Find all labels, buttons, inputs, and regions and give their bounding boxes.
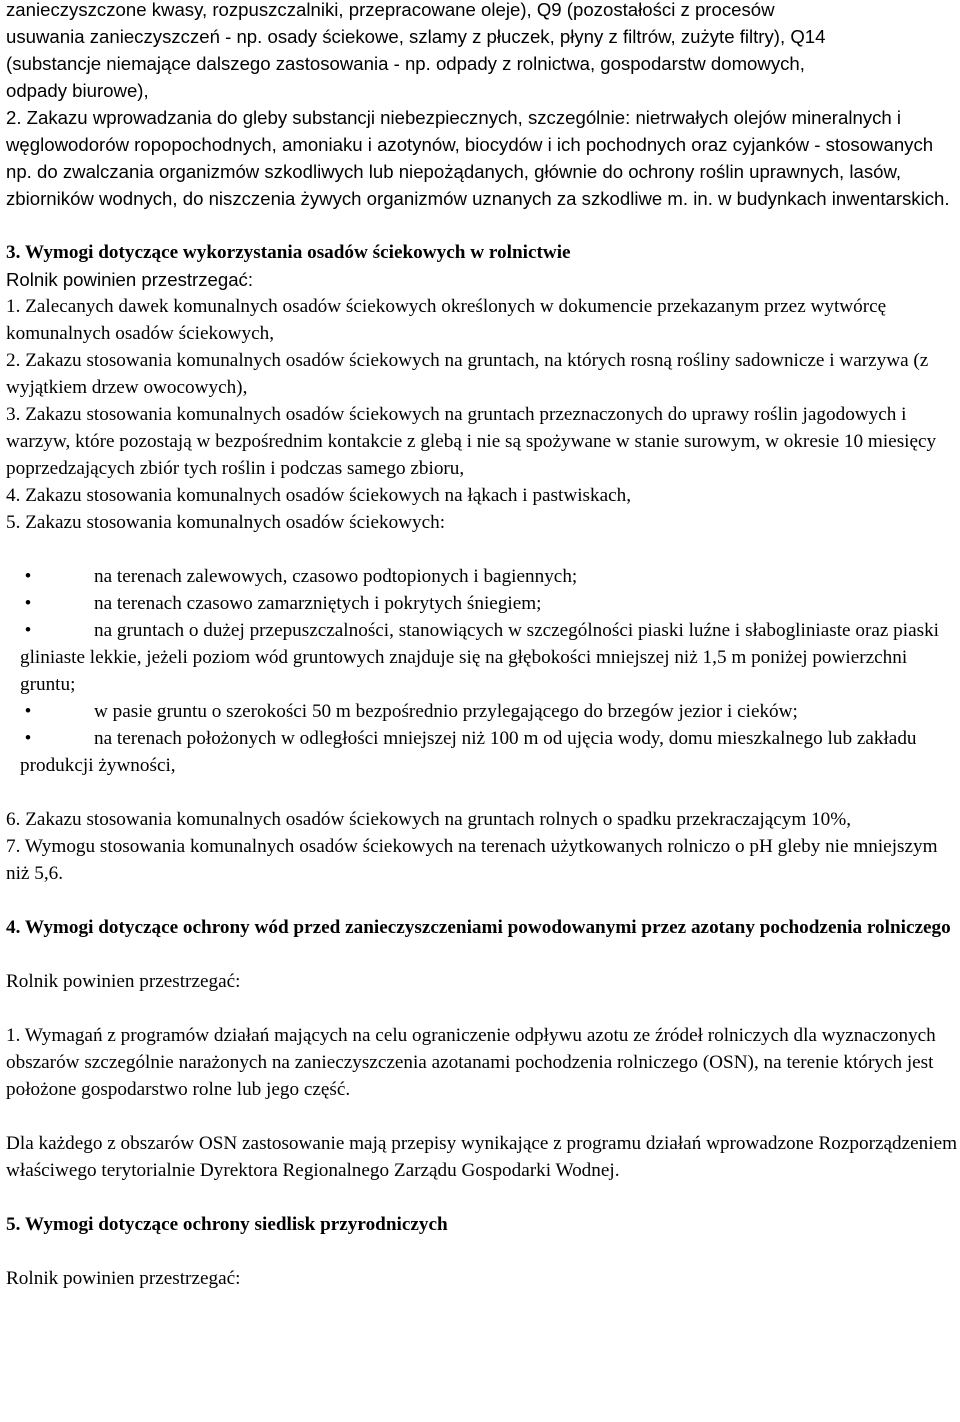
section-5 bbox=[6, 1211, 958, 1292]
list-item: 1. Wymagań z programów działań mających na celu ograniczenie odpływu azotu ze źródeł rolniczych dla wyznaczonych obszarów szczególnie narażonych na zanieczyszczenia azotanami pochodzenia rolniczego (OSN), na terenie których jest położone gospodarstwo rolne lub jego część. bbox=[6, 1025, 936, 1100]
paragraph: Dla każdego z obszarów OSN zastosowanie mają przepisy wynikające z programu działań wprowadzone Rozporządzeniem właściwego terytorialnie Dyrektora Regionalnego Zarządu Gospodarki Wodnej. bbox=[6, 1133, 958, 1181]
bullet-item bbox=[20, 617, 958, 698]
text-line: (substancje niemające dalszego zastosowania - np. odpady z rolnictwa, gospodarstw domowych, bbox=[6, 53, 805, 74]
bullet-dot: • bbox=[24, 566, 32, 587]
list-item: 2. Zakazu stosowania komunalnych osadów ściekowych na gruntach, na których rosną rośliny sadownicze i warzywa (z wyjątkiem drzew owocowych), bbox=[6, 350, 929, 398]
bullet-text: na terenach położonych w odległości mniejszej niż 100 m od ujęcia wody, domu mieszkalnego lub zakładu produkcji żywności, bbox=[20, 728, 917, 776]
bullet-dot: • bbox=[24, 620, 32, 641]
continuation-block bbox=[6, 0, 958, 212]
bullet-text: na gruntach o dużej przepuszczalności, stanowiących w szczególności piaski luźne i słabogliniaste oraz piaski gliniaste lekkie, jeżeli poziom wód gruntowych znajduje się na głębokości mniejszej niż 1,5 m poniżej powierzchni gruntu; bbox=[20, 620, 940, 695]
section-intro: Rolnik powinien przestrzegać: bbox=[6, 1268, 241, 1289]
bullet-dot: • bbox=[24, 593, 32, 614]
section-4 bbox=[6, 914, 958, 1184]
text-line: zanieczyszczone kwasy, rozpuszczalniki, przepracowane oleje), Q9 (pozostałości z procesów bbox=[6, 0, 775, 20]
bullet-item bbox=[20, 563, 958, 590]
text-line: usuwania zanieczyszczeń - np. osady ściekowe, szlamy z płuczek, płyny z filtrów, zużyte filtry), Q14 bbox=[6, 26, 826, 47]
bullet-item bbox=[20, 725, 958, 779]
section-heading: 4. Wymogi dotyczące ochrony wód przed zanieczyszczeniami powodowanymi przez azotany pochodzenia rolniczego bbox=[6, 917, 951, 938]
list-item: 6. Zakazu stosowania komunalnych osadów ściekowych na gruntach rolnych o spadku przekraczającym 10%, bbox=[6, 809, 852, 830]
bullet-text: w pasie gruntu o szerokości 50 m bezpośrednio przylegającego do brzegów jezior i cieków; bbox=[94, 701, 798, 722]
bullet-dot: • bbox=[24, 728, 32, 749]
list-item: 1. Zalecanych dawek komunalnych osadów ściekowych określonych w dokumencie przekazanym przez wytwórcę komunalnych osadów ściekowych, bbox=[6, 296, 887, 344]
list-item: 5. Zakazu stosowania komunalnych osadów ściekowych: bbox=[6, 512, 446, 533]
bullet-item bbox=[20, 698, 958, 725]
bullet-text: na terenach zalewowych, czasowo podtopionych i bagiennych; bbox=[94, 566, 578, 587]
text-line: odpady biurowe), bbox=[6, 80, 149, 101]
bullet-item bbox=[20, 590, 958, 617]
list-item: 3. Zakazu stosowania komunalnych osadów ściekowych na gruntach przeznaczonych do uprawy roślin jagodowych i warzyw, które pozostają w bezpośrednim kontakcie z glebą i nie są spożywane w stanie surowym, w okresie 10 miesięcy poprzedzających zbiór tych roślin i podczas samego zbioru, bbox=[6, 404, 937, 479]
section-heading: 3. Wymogi dotyczące wykorzystania osadów ściekowych w rolnictwie bbox=[6, 242, 571, 263]
section-intro: Rolnik powinien przestrzegać: bbox=[6, 269, 254, 290]
bullet-dot: • bbox=[24, 701, 32, 722]
list-item: 7. Wymogu stosowania komunalnych osadów ściekowych na terenach użytkowanych rolniczo o pH gleby nie mniejszym niż 5,6. bbox=[6, 836, 938, 884]
list-item: 4. Zakazu stosowania komunalnych osadów ściekowych na łąkach i pastwiskach, bbox=[6, 485, 632, 506]
section-heading: 5. Wymogi dotyczące ochrony siedlisk przyrodniczych bbox=[6, 1214, 448, 1235]
bullet-text: na terenach czasowo zamarzniętych i pokrytych śniegiem; bbox=[94, 593, 542, 614]
document-page bbox=[6, 0, 958, 1292]
bullet-list bbox=[6, 563, 958, 779]
paragraph: 2. Zakazu wprowadzania do gleby substancji niebezpiecznych, szczególnie: nietrwałych olejów mineralnych i węglowodorów ropopochodnych, amoniaku i azotynów, biocydów i ich pochodnych oraz cyjanków - stosowanych np. do zwalczania organizmów szkodliwych lub niepożądanych, głównie do ochrony roślin uprawnych, lasów, zbiorników wodnych, do niszczenia żywych organizmów uznanych za szkodliwe m. in. w budynkach inwentarskich. bbox=[6, 107, 950, 209]
section-3 bbox=[6, 239, 958, 887]
section-intro: Rolnik powinien przestrzegać: bbox=[6, 971, 241, 992]
